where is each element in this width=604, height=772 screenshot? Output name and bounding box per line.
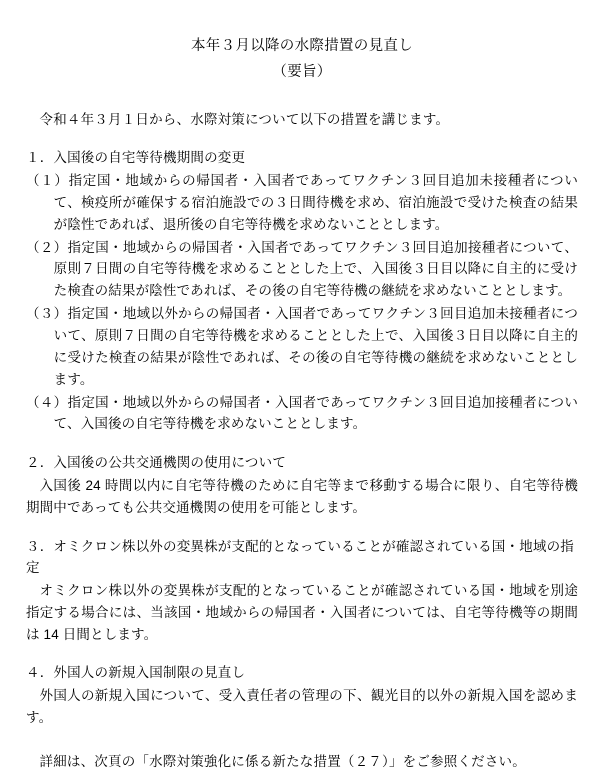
section-1-heading: １．入国後の自宅等待機期間の変更 <box>26 150 246 166</box>
section-1 <box>26 147 578 435</box>
section-4-body: 外国人の新規入国について、受入責任者の管理の下、観光目的以外の新規入国を認めます。 <box>26 688 578 725</box>
section-2 <box>26 452 578 518</box>
closing-note: 詳細は、次頁の「水際対策強化に係る新たな措置（２７）」をご参照ください。 <box>39 753 526 769</box>
section-1-item-3: （３）指定国・地域以外からの帰国者・入国者であってワクチン３回目追加未接種者について、原則７日間の自宅等待機を求めることとした上で、入国後３日目以降に自主的に受けた検査の結果が陰性であれば、その後の自宅等待機の継続を求めないこととします。 <box>26 306 578 387</box>
section-1-item-2: （２）指定国・地域からの帰国者・入国者であってワクチン３回目追加接種者について、原則７日間の自宅等待機を求めることとした上で、入国後３日目以降に自主的に受けた検査の結果が陰性であれば、その後の自宅等待機の継続を求めないこととします。 <box>26 239 578 299</box>
section-2-body: 入国後 24 時間以内に自宅等待機のために自宅等まで移動する場合に限り、自宅等待機期間中であっても公共交通機関の使用を可能とします。 <box>26 477 578 515</box>
section-3-heading: ３．オミクロン株以外の変異株が支配的となっていることが確認されている国・地域の指定 <box>26 538 574 576</box>
section-1-item-1: （１）指定国・地域からの帰国者・入国者であってワクチン３回目追加未接種者について、検疫所が確保する宿泊施設での３日間待機を求め、宿泊施設で受けた検査の結果が陰性であれば、退所後の自宅等待機を求めないこととします。 <box>26 173 578 232</box>
section-4-heading: ４．外国人の新規入国制限の見直し <box>26 665 246 681</box>
lead-paragraph: 令和４年３月１日から、水際対策について以下の措置を講じます。 <box>39 111 450 127</box>
page-subtitle: （要旨） <box>272 63 332 80</box>
page-title: 本年３月以降の水際措置の見直し <box>191 38 413 54</box>
section-3-body: オミクロン株以外の変異株が支配的となっていることが確認されている国・地域を別途指定する場合には、当該国・地域からの帰国者・入国者については、自宅等待機等の期間は 14 日間とします。 <box>26 582 578 642</box>
section-4 <box>26 662 578 728</box>
section-3 <box>26 536 578 646</box>
section-1-item-4: （４）指定国・地域以外からの帰国者・入国者であってワクチン３回目追加接種者について、入国後の自宅等待機を求めないこととします。 <box>26 394 578 432</box>
section-2-heading: ２．入国後の公共交通機関の使用について <box>26 455 287 471</box>
